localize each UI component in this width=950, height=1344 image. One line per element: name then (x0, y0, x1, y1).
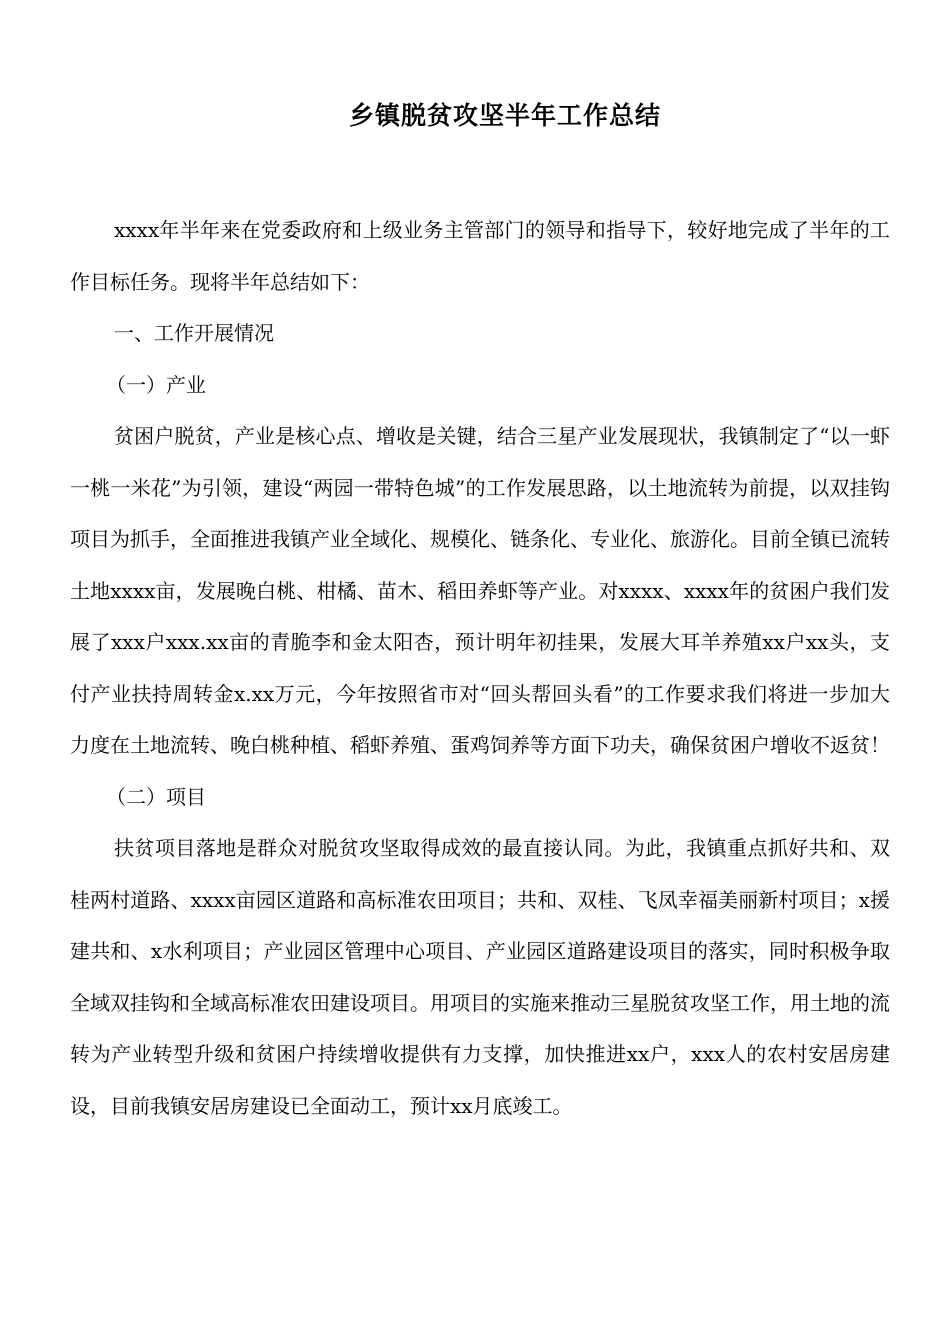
subsection-heading-industry: （一）产业 (106, 372, 206, 397)
subsection-heading-projects: （二）项目 (106, 784, 206, 809)
industry-paragraph: 贫困户脱贫，产业是核心点、增收是关键，结合三星产业发展现状，我镇制定了“以一虾一桃一米花”为引领，建设“两园一带特色城”的工作发展思路，以土地流转为前提，以双挂钩项目为抓手，全面推进我镇产业全域化、规模化、链条化、专业化、旅游化。目前全镇已流转土地xxxx亩，发展晚白桃、柑橘、苗木、稻田养虾等产业。对xxxx、xxxx年的贫困户我们发展了xxx户xxx.xx亩的青脆李和金太阳杏，预计明年初挂果，发展大耳羊养殖xx户xx头，支付产业扶持周转金x.xx万元，今年按照省市对“回头帮回头看”的工作要求我们将进一步加大力度在土地流转、晚白桃种植、稻虾养殖、蛋鸡饲养等方面下功夫，确保贫困户增收不返贫！ (70, 424, 890, 757)
projects-paragraph: 扶贫项目落地是群众对脱贫攻坚取得成效的最直接认同。为此，我镇重点抓好共和、双桂两村道路、xxxx亩园区道路和高标准农田项目；共和、双桂、飞凤幸福美丽新村项目；x援建共和、x水利项目；产业园区管理中心项目、产业园区道路建设项目的落实，同时积极争取全域双挂钩和全域高标准农田建设项目。用项目的实施来推动三星脱贫攻坚工作，用土地的流转为产业转型升级和贫困户持续增收提供有力支撑，加快推进xx户，xxx人的农村安居房建设，目前我镇安居房建设已全面动工，预计xx月底竣工。 (70, 836, 890, 1118)
section-heading-work-status: 一、工作开展情况 (114, 321, 274, 345)
document-body (70, 205, 890, 1132)
document-title: 乡镇脱贫攻坚半年工作总结 (348, 101, 661, 130)
intro-paragraph: xxxx年半年来在党委政府和上级业务主管部门的领导和指导下，较好地完成了半年的工作目标任务。现将半年总结如下： (70, 218, 890, 294)
